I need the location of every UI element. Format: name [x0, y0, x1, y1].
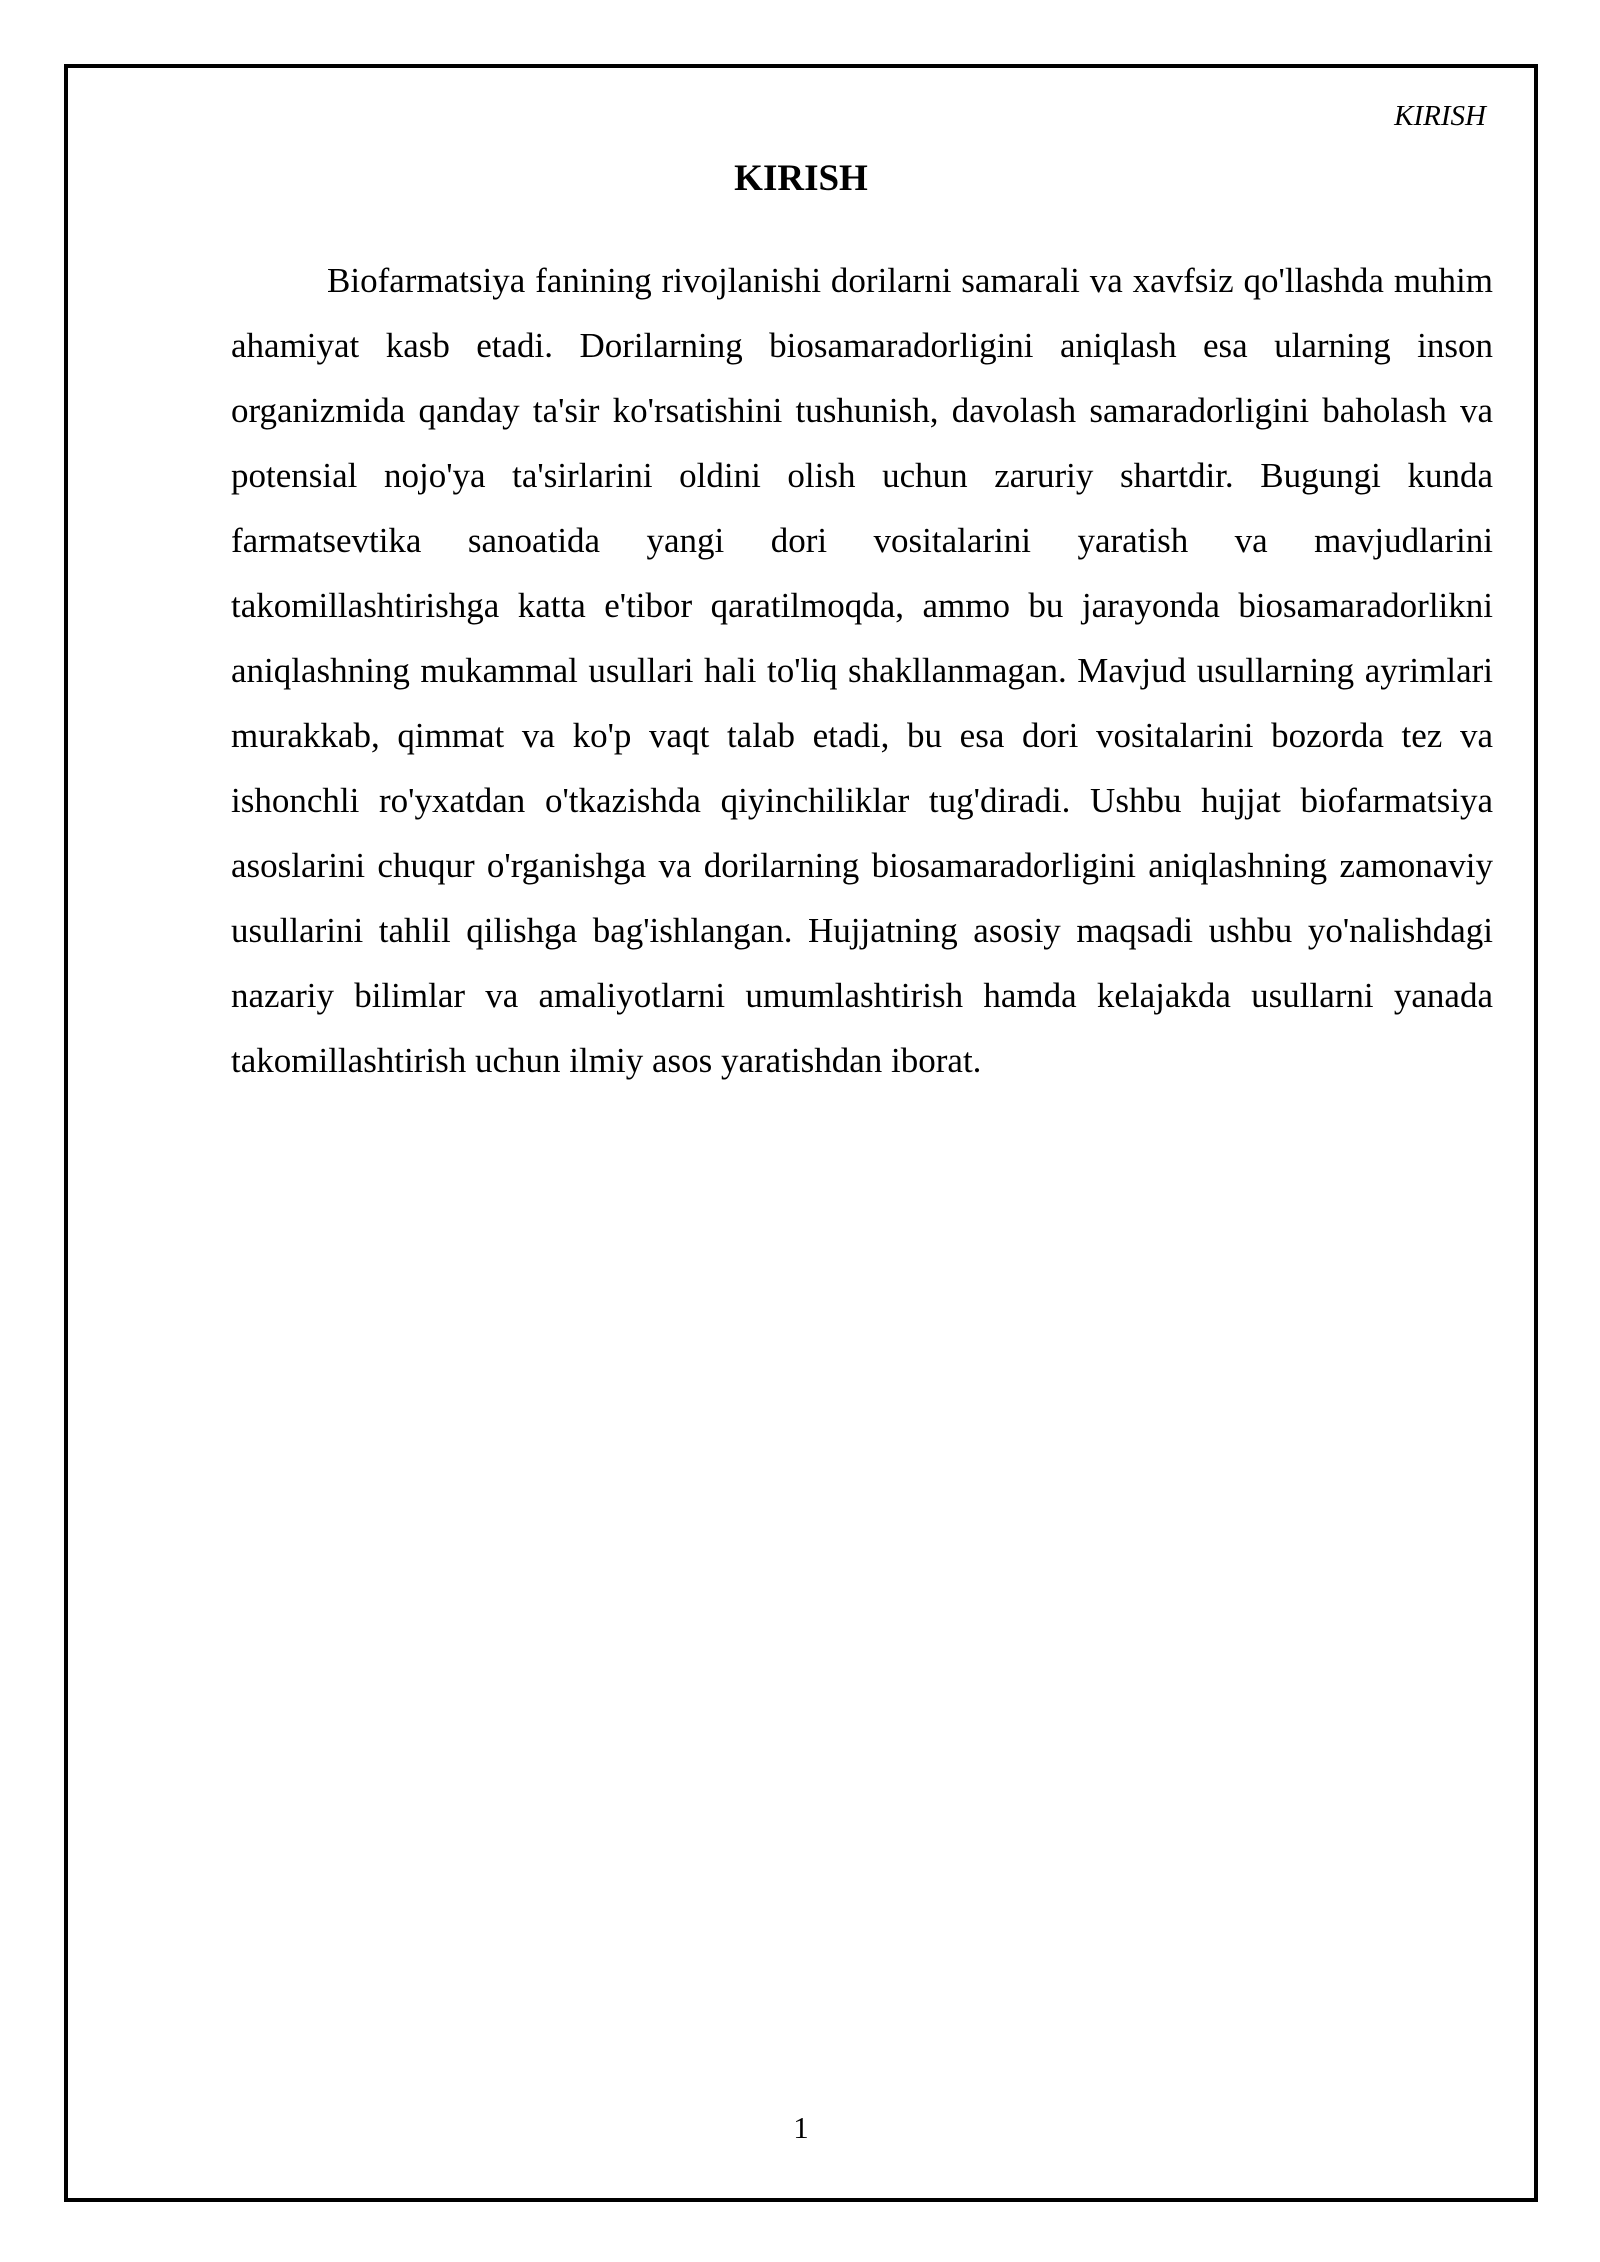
page-border: [64, 64, 1538, 2202]
running-header: KIRISH: [1394, 100, 1486, 132]
intro-paragraph: Biofarmatsiya fanining rivojlanishi dorilarni samarali va xavfsiz qo'llashda muhim ahamiyat kasb etadi. Dorilarning biosamaradorligini aniqlash esa ularning inson organizmida qanday ta'sir ko'rsatishini tushunish, davolash samaradorligini baholash va potensial nojo'ya ta'sirlarini oldini olish uchun zaruriy shartdir. Bugungi kunda farmatsevtika sanoatida yangi dori vositalarini yaratish va mavjudlarini takomillashtirishga katta e'tibor qaratilmoqda, ammo bu jarayonda biosamaradorlikni aniqlashning mukammal usullari hali to'liq shakllanmagan. Mavjud usullarning ayrimlari murakkab, qimmat va ko'p vaqt talab etadi, bu esa dori vositalarini bozorda tez va ishonchli ro'yxatdan o'tkazishda qiyinchiliklar tug'diradi. Ushbu hujjat biofarmatsiya asoslarini chuqur o'rganishga va dorilarning biosamaradorligini aniqlashning zamonaviy usullarini tahlil qilishga bag'ishlangan. Hujjatning asosiy maqsadi ushbu yo'nalishdagi nazariy bilimlar va amaliyotlarni umumlashtirish hamda kelajakda usullarni yanada takomillashtirish uchun ilmiy asos yaratishdan iborat.: [231, 261, 1493, 1080]
page-number: 1: [793, 2110, 809, 2145]
page-title: KIRISH: [734, 158, 868, 199]
